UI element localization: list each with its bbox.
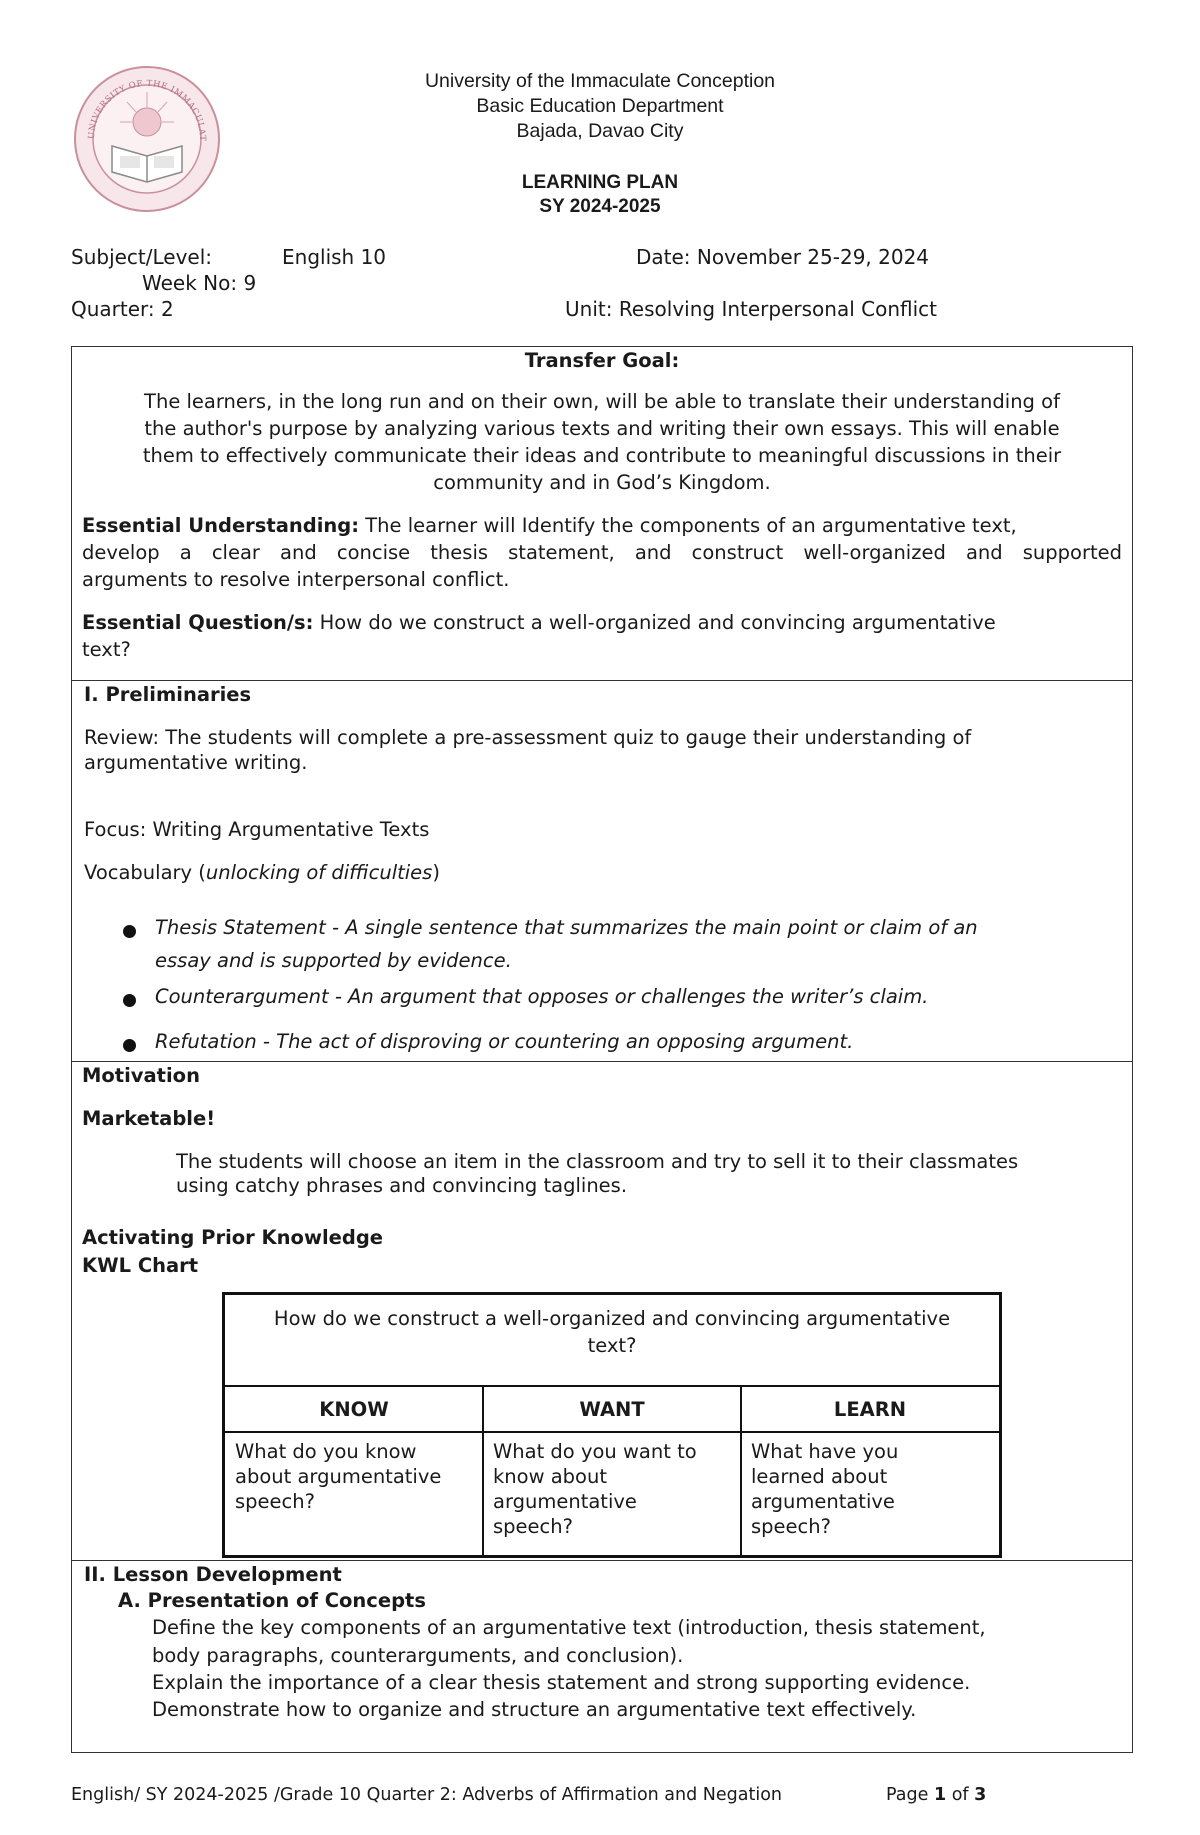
review-text-line: Review: The students will complete a pre-assessment quiz to gauge their understanding of [84, 726, 972, 749]
subject-value: English 10 [282, 245, 387, 269]
vocab-term: Counterargument - An argument that opposes or challenges the writer’s claim. [155, 985, 929, 1008]
divider [71, 1061, 1133, 1062]
week-value: 9 [243, 271, 257, 295]
week-label: Week No: [142, 271, 238, 295]
vocab-term: Thesis Statement - A single sentence that summarizes the main point or claim of an [155, 916, 978, 939]
kwl-header-know: KNOW [225, 1387, 483, 1433]
kwl-chart-table [222, 1292, 1002, 1558]
essential-question-line: text? [82, 638, 131, 661]
subject-label: Subject/Level: [71, 245, 213, 269]
kwl-chart-label: KWL Chart [82, 1254, 199, 1277]
unit-label: Unit: [565, 297, 613, 321]
date-field [636, 245, 929, 269]
kwl-header-want: WANT [483, 1387, 741, 1433]
transfer-goal-text-line: the author's purpose by analyzing various texts and writing their own essays. This will enable [144, 417, 1060, 440]
essential-question-label: Essential Question/s: [82, 611, 314, 634]
motivation-heading: Motivation [82, 1064, 200, 1087]
kwl-cell-know: What do you know about argumentative speech? [235, 1440, 442, 1513]
essential-understanding-line: develop a clear and concise thesis statement, and construct well-organized and supported [82, 541, 1122, 564]
transfer-goal-text-line: The learners, in the long run and on their own, will be able to translate their understanding of [144, 390, 1060, 413]
kwl-cell-learn: What have you learned about argumentative speech? [751, 1440, 899, 1538]
essential-question-text: How do we construct a well-organized and convincing argumentative [319, 611, 996, 634]
lesson-text-line: Demonstrate how to organize and structure an argumentative text effectively. [152, 1698, 917, 1721]
quarter-field [71, 297, 174, 321]
lesson-text-line: body paragraphs, counterarguments, and conclusion). [152, 1644, 684, 1667]
preliminaries-heading: I. Preliminaries [84, 683, 252, 706]
unit-field [565, 297, 937, 321]
motivation-desc-line: The students will choose an item in the classroom and try to sell it to their classmates [176, 1150, 1019, 1173]
unit-value: Resolving Interpersonal Conflict [618, 297, 937, 321]
vocab-term-line: essay and is supported by evidence. [155, 949, 512, 972]
vocabulary-label: Vocabulary (unlocking of difficulties) [84, 861, 440, 884]
essential-question [82, 609, 1122, 636]
university-seal-logo [72, 64, 222, 214]
transfer-goal-text-line: community and in God’s Kingdom. [433, 471, 771, 494]
kwl-cell-want: What do you want to know about argumentative speech? [493, 1440, 697, 1538]
date-value: November 25-29, 2024 [696, 245, 930, 269]
kwl-header-learn: LEARN [741, 1387, 999, 1433]
vocab-term: Refutation - The act of disproving or countering an opposing argument. [155, 1030, 854, 1053]
seal-text: UNIVERSITY OF THE IMMACULAT [86, 78, 208, 142]
page-indicator: Page 1 of 3 [886, 1785, 987, 1805]
lesson-text-line: Explain the importance of a clear thesis statement and strong supporting evidence. [152, 1671, 971, 1694]
review-text-line: argumentative writing. [84, 751, 308, 774]
activating-prior-knowledge-heading: Activating Prior Knowledge [82, 1226, 384, 1249]
bullet-icon [123, 925, 136, 938]
focus-text: Focus: Writing Argumentative Texts [84, 818, 430, 841]
essential-understanding [82, 512, 1122, 539]
transfer-goal-heading: Transfer Goal: [524, 349, 680, 372]
presentation-of-concepts-heading: A. Presentation of Concepts [118, 1589, 426, 1612]
essential-understanding-line: arguments to resolve interpersonal conflict. [82, 568, 510, 591]
week-field [142, 271, 256, 295]
department-name: Basic Education Department [476, 95, 724, 117]
bullet-icon [123, 994, 136, 1007]
motivation-desc-line: using catchy phrases and convincing taglines. [176, 1174, 628, 1197]
essential-understanding-text: The learner will Identify the components of an argumentative text, [365, 514, 1017, 537]
date-label: Date: [636, 245, 691, 269]
bullet-icon [123, 1039, 136, 1052]
school-location: Bajada, Davao City [516, 120, 684, 142]
footer-text: English/ SY 2024-2025 /Grade 10 Quarter 2: Adverbs of Affirmation and Negation [71, 1785, 783, 1805]
kwl-question: How do we construct a well-organized and convincing argumentative text? [225, 1295, 999, 1387]
quarter-label: Quarter: [71, 297, 155, 321]
lesson-development-heading: II. Lesson Development [84, 1563, 342, 1586]
university-name: University of the Immaculate Conception [424, 70, 776, 92]
lesson-text-line: Define the key components of an argumentative text (introduction, thesis statement, [152, 1616, 986, 1639]
document-title: LEARNING PLAN [521, 172, 679, 193]
school-year: SY 2024-2025 [539, 196, 661, 217]
transfer-goal-text-line: them to effectively communicate their ideas and contribute to meaningful discussions in their [142, 444, 1062, 467]
quarter-value: 2 [161, 297, 174, 321]
motivation-activity-title: Marketable! [82, 1107, 216, 1130]
essential-understanding-label: Essential Understanding: [82, 514, 360, 537]
